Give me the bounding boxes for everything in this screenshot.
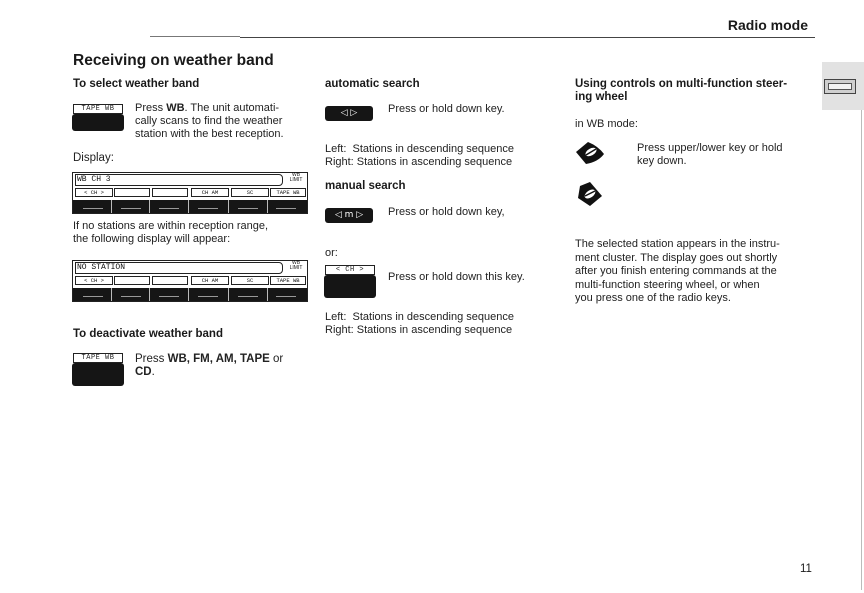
channel-key-label: < CH > [325, 265, 375, 275]
wb-key-label: TAPE WB [73, 353, 123, 363]
steering-description: The selected station appears in the instru- ment cluster. The display goes out shortly after you finish entering commands at the multi-function steering wheel, or when you press one of the radio keys. [575, 238, 780, 304]
display-cell: TAPE WB [270, 276, 306, 285]
manual-seek-key[interactable]: ◁ m ▷ [325, 208, 373, 223]
display-cell: < CH > [75, 188, 113, 197]
seek-key[interactable]: ◁ ▷ [325, 106, 373, 121]
page-edge-line [861, 110, 862, 590]
auto-search-right: Right: Stations in ascending sequence [325, 156, 513, 168]
steering-down-key-icon[interactable] [576, 180, 604, 208]
steering-key-instruction: Press upper/lower key or hold key down. [637, 142, 783, 167]
deactivate-instruction: Press WB, FM, AM, TAPE or CD. [135, 353, 284, 378]
or-label: or: [325, 247, 338, 259]
page-title: Receiving on weather band [73, 52, 274, 69]
channel-key-instruction: Press or hold down this key. [388, 271, 525, 283]
no-station-text: If no stations are within reception range, the following display will appear: [73, 220, 269, 245]
section-title: Radio mode [727, 17, 808, 33]
display-badge: WB LIMIT [289, 260, 303, 271]
display-cell [114, 188, 150, 197]
display-badge: WB LIMIT [289, 172, 303, 183]
auto-search-left: Left: Stations in descending sequence [325, 143, 514, 155]
auto-search-instruction: Press or hold down key. [388, 103, 505, 115]
manual-search-heading: manual search [325, 180, 406, 192]
radio-thumb-icon [824, 79, 856, 94]
steering-wheel-heading: Using controls on multi-function steer- ing wheel [575, 78, 788, 103]
page-edge-tab [822, 62, 864, 110]
header-rule [240, 37, 815, 38]
auto-search-heading: automatic search [325, 78, 420, 90]
radio-display-wb [72, 172, 308, 214]
display-keys[interactable] [73, 200, 307, 213]
display-cell [114, 276, 150, 285]
display-label: Display: [73, 152, 114, 164]
deactivate-heading: To deactivate weather band [73, 328, 223, 340]
display-cell: CH AM [191, 188, 229, 197]
display-cell [152, 276, 188, 285]
display-screen-text: NO STATION [75, 262, 283, 274]
wb-key[interactable] [72, 104, 124, 131]
manual-search-left: Left: Stations in descending sequence [325, 311, 514, 323]
steering-up-key-icon[interactable] [574, 140, 608, 166]
manual-search-instruction: Press or hold down key, [388, 206, 505, 218]
display-cell [152, 188, 188, 197]
wb-key-label: TAPE WB [73, 104, 123, 114]
display-screen-text: WB CH 3 [75, 174, 283, 186]
manual-search-right: Right: Stations in ascending sequence [325, 324, 513, 336]
display-cell: SC [231, 276, 269, 285]
display-cell: TAPE WB [270, 188, 306, 197]
wb-key-deactivate[interactable] [72, 353, 124, 386]
display-cell: CH AM [191, 276, 229, 285]
page-number: 11 [800, 563, 812, 575]
display-cell: SC [231, 188, 269, 197]
display-keys[interactable] [73, 288, 307, 301]
select-instruction: Press WB. The unit automati- cally scans to find the weather station with the best reception. [135, 102, 284, 140]
display-cell: < CH > [75, 276, 113, 285]
wb-mode-text: in WB mode: [575, 118, 638, 130]
select-heading: To select weather band [73, 78, 200, 90]
header-rule-short [150, 36, 240, 37]
radio-display-no-station [72, 260, 308, 302]
channel-key[interactable] [324, 265, 376, 298]
